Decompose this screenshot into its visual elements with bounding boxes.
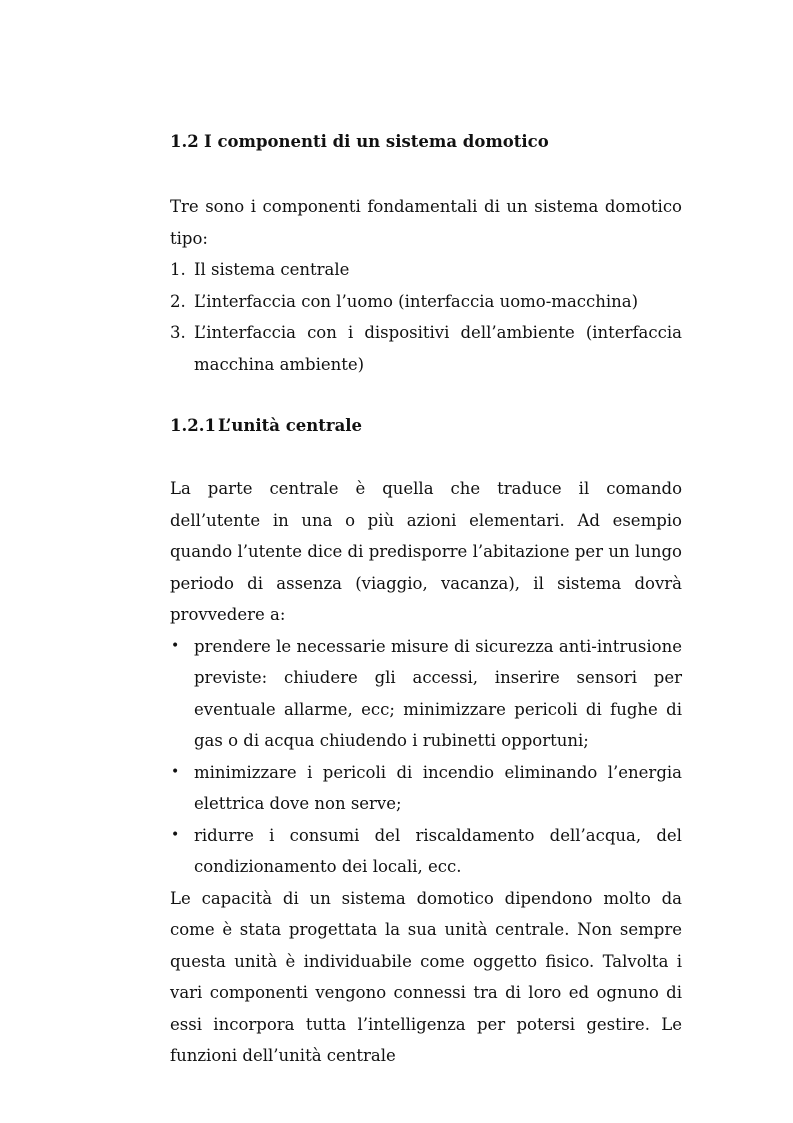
bullet-item	[170, 757, 682, 820]
section-intro-block	[170, 191, 682, 380]
bullet-item	[170, 631, 682, 757]
bullet-marker: •	[171, 763, 180, 780]
subsection-number: 1.2.1	[170, 416, 216, 435]
list-marker: 1.	[170, 260, 186, 279]
list-item	[170, 254, 682, 286]
list-marker: 3.	[170, 323, 186, 342]
section-title: I componenti di un sistema domotico	[204, 132, 549, 151]
bullet-word: del	[374, 825, 401, 845]
list-marker: 2.	[170, 291, 186, 311]
bullet-word: ridurre	[194, 825, 254, 845]
bullet-text: prendere le necessarie misure di sicurezza anti-intrusione previste: chiudere gli accessi, inserire sensori per eventuale allarme, ecc; minimizzare pericoli di fughe di gas o di acqua chiudendo i rubinetti opportuni;	[194, 636, 682, 750]
bullet-spread-line	[194, 820, 682, 852]
bullet-continuation: condizionamento dei locali, ecc.	[194, 857, 462, 876]
bullet-word: dell’acqua,	[549, 825, 642, 845]
bullet-word: i	[269, 825, 275, 845]
intro-paragraph: Tre sono i componenti fondamentali di un sistema domotico tipo:	[170, 197, 682, 248]
section-heading	[170, 132, 549, 152]
bullet-item	[170, 820, 682, 883]
bullet-word: riscaldamento	[415, 825, 535, 845]
components-list	[170, 254, 682, 380]
list-item-text: L’interfaccia con i dispositivi dell’ambiente (interfaccia macchina ambiente)	[194, 323, 682, 374]
section-number: 1.2	[170, 132, 199, 151]
list-item	[170, 317, 682, 380]
bullet-list	[170, 631, 682, 883]
bullet-text: minimizzare i pericoli di incendio eliminando l’energia elettrica dove non serve;	[194, 762, 682, 813]
list-item-text: L’interfaccia con l’uomo (interfaccia uomo-macchina)	[194, 291, 639, 311]
subsection-heading	[170, 416, 362, 436]
bullet-word: consumi	[289, 825, 360, 845]
body-paragraph: La parte centrale è quella che traduce il comando dell’utente in una o più azioni elementari. Ad esempio quando l’utente dice di predisporre l’abitazione per un lungo periodo di assenza (viaggio, vacanza), il sistema dovrà provvedere a:	[170, 479, 682, 624]
subsection-title: L’unità centrale	[218, 416, 363, 435]
list-item-text: Il sistema centrale	[194, 260, 350, 279]
subsection-body	[170, 473, 682, 1072]
bullet-marker: •	[171, 637, 180, 654]
body-paragraph: Le capacità di un sistema domotico dipendono molto da come è stata progettata la sua unità centrale. Non sempre questa unità è individuabile come oggetto fisico. Talvolta i vari componenti vengono connessi tra di loro ed ognuno di essi incorpora tutta l’intelligenza per potersi gestire. Le funzioni dell’unità centrale	[170, 888, 682, 1065]
bullet-marker: •	[171, 826, 180, 843]
bullet-word: del	[656, 825, 682, 845]
list-item	[170, 286, 682, 318]
